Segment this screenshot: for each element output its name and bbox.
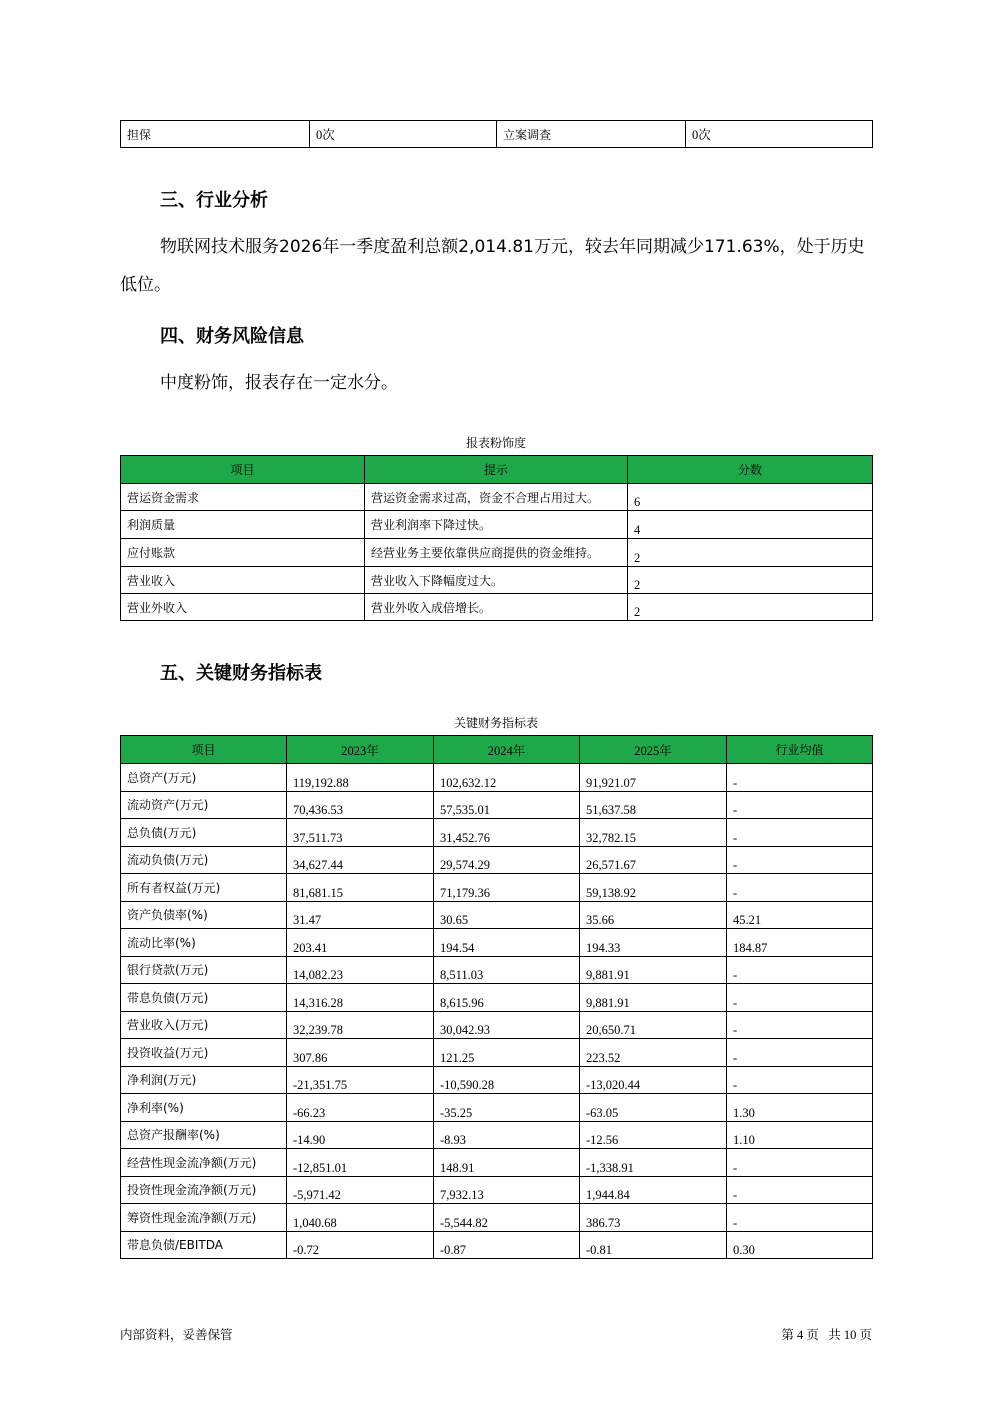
finance-item: 营业收入(万元) [121, 1011, 287, 1039]
value-2025: 51,637.58 [580, 791, 727, 819]
value-2025: 35.66 [580, 901, 727, 929]
industry-average: - [727, 1011, 873, 1039]
section4-paragraph: 中度粉饰，报表存在一定水分。 [160, 373, 398, 393]
finance-item: 投资收益(万元) [121, 1039, 287, 1067]
finance-header-item: 项目 [121, 736, 287, 764]
value-2024: 121.25 [434, 1039, 580, 1067]
risk-hint: 营业利润率下降过快。 [365, 511, 628, 539]
value-2023: 203.41 [287, 929, 434, 957]
finance-item: 总资产报酬率(%) [121, 1121, 287, 1149]
table-row [121, 764, 873, 792]
finance-item: 带息负债(万元) [121, 984, 287, 1012]
finance-item: 筹资性现金流净额(万元) [121, 1204, 287, 1232]
value-2024: -0.87 [434, 1231, 580, 1259]
value-2023: 37,511.73 [287, 819, 434, 847]
section5-heading: 五、关键财务指标表 [160, 663, 322, 684]
risk-item: 营业外收入 [121, 594, 365, 621]
value-2025: 59,138.92 [580, 874, 727, 902]
value-2024: 71,179.36 [434, 874, 580, 902]
cell-guarantee-label: 担保 [121, 121, 310, 148]
guarantee-table [120, 120, 873, 148]
table-row [121, 819, 873, 847]
table-row [121, 1231, 873, 1259]
industry-average: 45.21 [727, 901, 873, 929]
risk-item: 营业收入 [121, 567, 365, 594]
value-2025: 20,650.71 [580, 1011, 727, 1039]
finance-item: 总负债(万元) [121, 819, 287, 847]
value-2025: 91,921.07 [580, 764, 727, 792]
section3-heading: 三、行业分析 [160, 190, 268, 211]
value-2023: -0.72 [287, 1231, 434, 1259]
value-2025: 26,571.67 [580, 846, 727, 874]
value-2024: -5,544.82 [434, 1204, 580, 1232]
finance-item: 投资性现金流净额(万元) [121, 1176, 287, 1204]
cell-investigation-label: 立案调查 [497, 121, 686, 148]
table-row [121, 1011, 873, 1039]
risk-hint: 营运资金需求过高，资金不合理占用过大。 [365, 484, 628, 511]
table-row [121, 1039, 873, 1067]
value-2024: 7,932.13 [434, 1176, 580, 1204]
value-2023: 34,627.44 [287, 846, 434, 874]
risk-hint: 营业收入下降幅度过大。 [365, 567, 628, 594]
finance-item: 流动资产(万元) [121, 791, 287, 819]
finance-item: 流动比率(%) [121, 929, 287, 957]
value-2023: 307.86 [287, 1039, 434, 1067]
table-row [121, 929, 873, 957]
value-2024: -10,590.28 [434, 1066, 580, 1094]
risk-item: 利润质量 [121, 511, 365, 539]
value-2024: 57,535.01 [434, 791, 580, 819]
industry-average: - [727, 1149, 873, 1177]
risk-hint: 经营业务主要依靠供应商提供的资金维持。 [365, 539, 628, 567]
finance-header-2025: 2025年 [580, 736, 727, 764]
value-2024: 8,615.96 [434, 984, 580, 1012]
cell-guarantee-value: 0次 [310, 121, 497, 148]
value-2025: -0.81 [580, 1231, 727, 1259]
table-row [121, 539, 873, 567]
finance-header-2023: 2023年 [287, 736, 434, 764]
finance-item: 所有者权益(万元) [121, 874, 287, 902]
value-2023: -5,971.42 [287, 1176, 434, 1204]
risk-score: 2 [628, 567, 873, 594]
value-2024: -8.93 [434, 1121, 580, 1149]
finance-item: 净利率(%) [121, 1094, 287, 1122]
industry-average: - [727, 819, 873, 847]
finance-item: 净利润(万元) [121, 1066, 287, 1094]
value-2024: 30.65 [434, 901, 580, 929]
footer-page-number: 第 4 页 共 10 页 [781, 1328, 872, 1342]
table-row [121, 984, 873, 1012]
risk-table-header [121, 456, 873, 484]
value-2023: 81,681.15 [287, 874, 434, 902]
industry-average: - [727, 956, 873, 984]
value-2023: 1,040.68 [287, 1204, 434, 1232]
table-row [121, 594, 873, 621]
risk-item: 营运资金需求 [121, 484, 365, 511]
risk-score: 4 [628, 511, 873, 539]
value-2023: 119,192.88 [287, 764, 434, 792]
industry-average: - [727, 764, 873, 792]
value-2025: -63.05 [580, 1094, 727, 1122]
value-2025: 1,944.84 [580, 1176, 727, 1204]
finance-item: 流动负债(万元) [121, 846, 287, 874]
industry-average: 184.87 [727, 929, 873, 957]
risk-score: 6 [628, 484, 873, 511]
value-2023: 32,239.78 [287, 1011, 434, 1039]
industry-average: - [727, 846, 873, 874]
risk-header-score: 分数 [628, 456, 873, 484]
cell-investigation-value: 0次 [686, 121, 873, 148]
value-2024: -35.25 [434, 1094, 580, 1122]
value-2024: 8,511.03 [434, 956, 580, 984]
table-row [121, 901, 873, 929]
table-row [121, 846, 873, 874]
value-2023: 70,436.53 [287, 791, 434, 819]
risk-header-hint: 提示 [365, 456, 628, 484]
finance-item: 经营性现金流净额(万元) [121, 1149, 287, 1177]
finance-table-caption: 关键财务指标表 [453, 716, 538, 730]
risk-score: 2 [628, 539, 873, 567]
table-row [121, 1121, 873, 1149]
table-row [121, 1066, 873, 1094]
table-row [121, 791, 873, 819]
industry-average: - [727, 791, 873, 819]
table-row [121, 484, 873, 511]
table-row [121, 1149, 873, 1177]
value-2023: 14,316.28 [287, 984, 434, 1012]
risk-score: 2 [628, 594, 873, 621]
value-2025: -12.56 [580, 1121, 727, 1149]
value-2024: 29,574.29 [434, 846, 580, 874]
table-row [121, 956, 873, 984]
risk-table-caption: 报表粉饰度 [465, 436, 526, 450]
value-2024: 30,042.93 [434, 1011, 580, 1039]
table-row [121, 1094, 873, 1122]
finance-item: 带息负债/EBITDA [121, 1231, 287, 1259]
value-2025: 32,782.15 [580, 819, 727, 847]
finance-header-2024: 2024年 [434, 736, 580, 764]
finance-table-header [121, 736, 873, 764]
industry-average: 1.30 [727, 1094, 873, 1122]
value-2024: 148.91 [434, 1149, 580, 1177]
value-2025: 9,881.91 [580, 956, 727, 984]
value-2024: 102,632.12 [434, 764, 580, 792]
value-2025: -13,020.44 [580, 1066, 727, 1094]
value-2025: 223.52 [580, 1039, 727, 1067]
risk-header-item: 项目 [121, 456, 365, 484]
finance-item: 银行贷款(万元) [121, 956, 287, 984]
risk-item: 应付账款 [121, 539, 365, 567]
industry-average: - [727, 1204, 873, 1232]
value-2023: 31.47 [287, 901, 434, 929]
footer-confidential: 内部资料，妥善保管 [120, 1327, 233, 1342]
industry-average: - [727, 1039, 873, 1067]
finance-table [120, 735, 873, 1259]
value-2023: -14.90 [287, 1121, 434, 1149]
finance-item: 资产负债率(%) [121, 901, 287, 929]
finance-header-industry-avg: 行业均值 [727, 736, 873, 764]
value-2024: 194.54 [434, 929, 580, 957]
industry-average: - [727, 1066, 873, 1094]
value-2024: 31,452.76 [434, 819, 580, 847]
value-2023: -12,851.01 [287, 1149, 434, 1177]
value-2025: -1,338.91 [580, 1149, 727, 1177]
industry-average: - [727, 1176, 873, 1204]
value-2023: -21,351.75 [287, 1066, 434, 1094]
table-row [121, 567, 873, 594]
table-row [121, 874, 873, 902]
risk-table [120, 455, 873, 621]
value-2025: 9,881.91 [580, 984, 727, 1012]
finance-item: 总资产(万元) [121, 764, 287, 792]
value-2025: 194.33 [580, 929, 727, 957]
section4-heading: 四、财务风险信息 [160, 326, 304, 347]
table-row [121, 511, 873, 539]
value-2025: 386.73 [580, 1204, 727, 1232]
risk-hint: 营业外收入成倍增长。 [365, 594, 628, 621]
section3-paragraph: 物联网技术服务2026年一季度盈利总额2,014.81万元，较去年同期减少171.63%，处于历史低位。 [120, 237, 865, 295]
table-row [121, 1176, 873, 1204]
industry-average: - [727, 874, 873, 902]
industry-average: - [727, 984, 873, 1012]
value-2023: -66.23 [287, 1094, 434, 1122]
table-row [121, 1204, 873, 1232]
value-2023: 14,082.23 [287, 956, 434, 984]
industry-average: 1.10 [727, 1121, 873, 1149]
industry-average: 0.30 [727, 1231, 873, 1259]
